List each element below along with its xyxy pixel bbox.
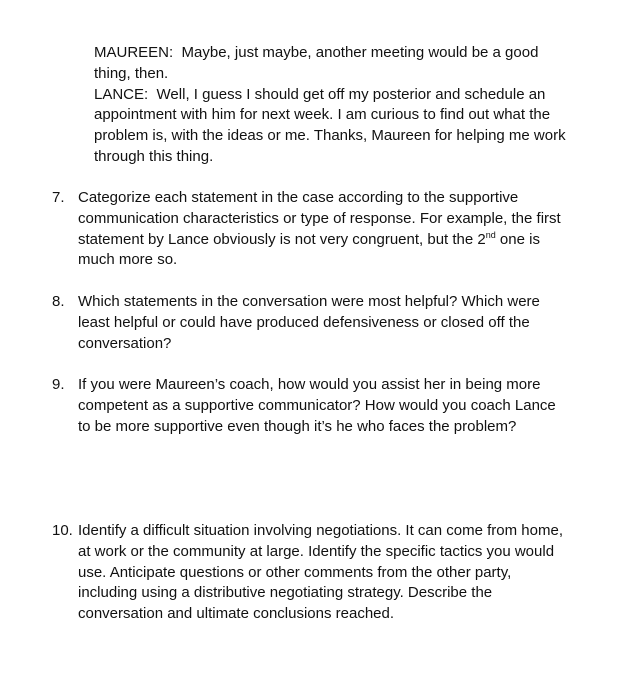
speaker-name: LANCE :: [94, 86, 157, 103]
dialogue-line-lance: [94, 85, 574, 168]
question-text: Which statements in the conversation were most helpful? Which were least helpful or could have produced defensiveness or closed off the conversation?: [78, 293, 540, 352]
question-9: [52, 375, 572, 437]
question-number: 8.: [52, 293, 65, 310]
question-7: [52, 188, 572, 271]
speech-text: Well, I guess I should get off my posterior and schedule an appointment with him for next week. I am curious to find out what the problem is, with the ideas or me. Thanks, Maureen for helping me work through this thing.: [94, 85, 566, 165]
question-10: [52, 521, 572, 625]
question-text: Identify a difficult situation involving negotiations. It can come from home, at work or the community at large. Identify the specific tactics you would use. Anticipate questions or other comments from the other party, including using a distributive negotiating strategy. Describe the conversation and ultimate conclusions reached.: [78, 522, 563, 623]
question-number: 9.: [52, 376, 65, 393]
dialogue-line-maureen: [94, 43, 574, 85]
speech-text: Maybe, just maybe, another meeting would be a good thing, then.: [94, 44, 539, 82]
question-8: [52, 292, 572, 354]
question-text: [78, 188, 572, 271]
ordinal-superscript: nd: [485, 229, 496, 240]
speaker-name: MAUREEN :: [94, 44, 182, 61]
question-number: 7.: [52, 189, 65, 206]
question-text-part: one is much more so.: [78, 230, 540, 269]
question-text-part: Categorize each statement in the case according to the supportive communication characteristics or type of response. For example, the first statement by Lance obviously is not very congruent, but the 2: [78, 189, 561, 248]
question-text: If you were Maureen’s coach, how would you assist her in being more competent as a supportive communicator? How would you coach Lance to be more supportive even though it’s he who faces the problem?: [78, 376, 556, 435]
dialogue-excerpt: [94, 43, 574, 168]
question-number: 10.: [52, 522, 73, 539]
